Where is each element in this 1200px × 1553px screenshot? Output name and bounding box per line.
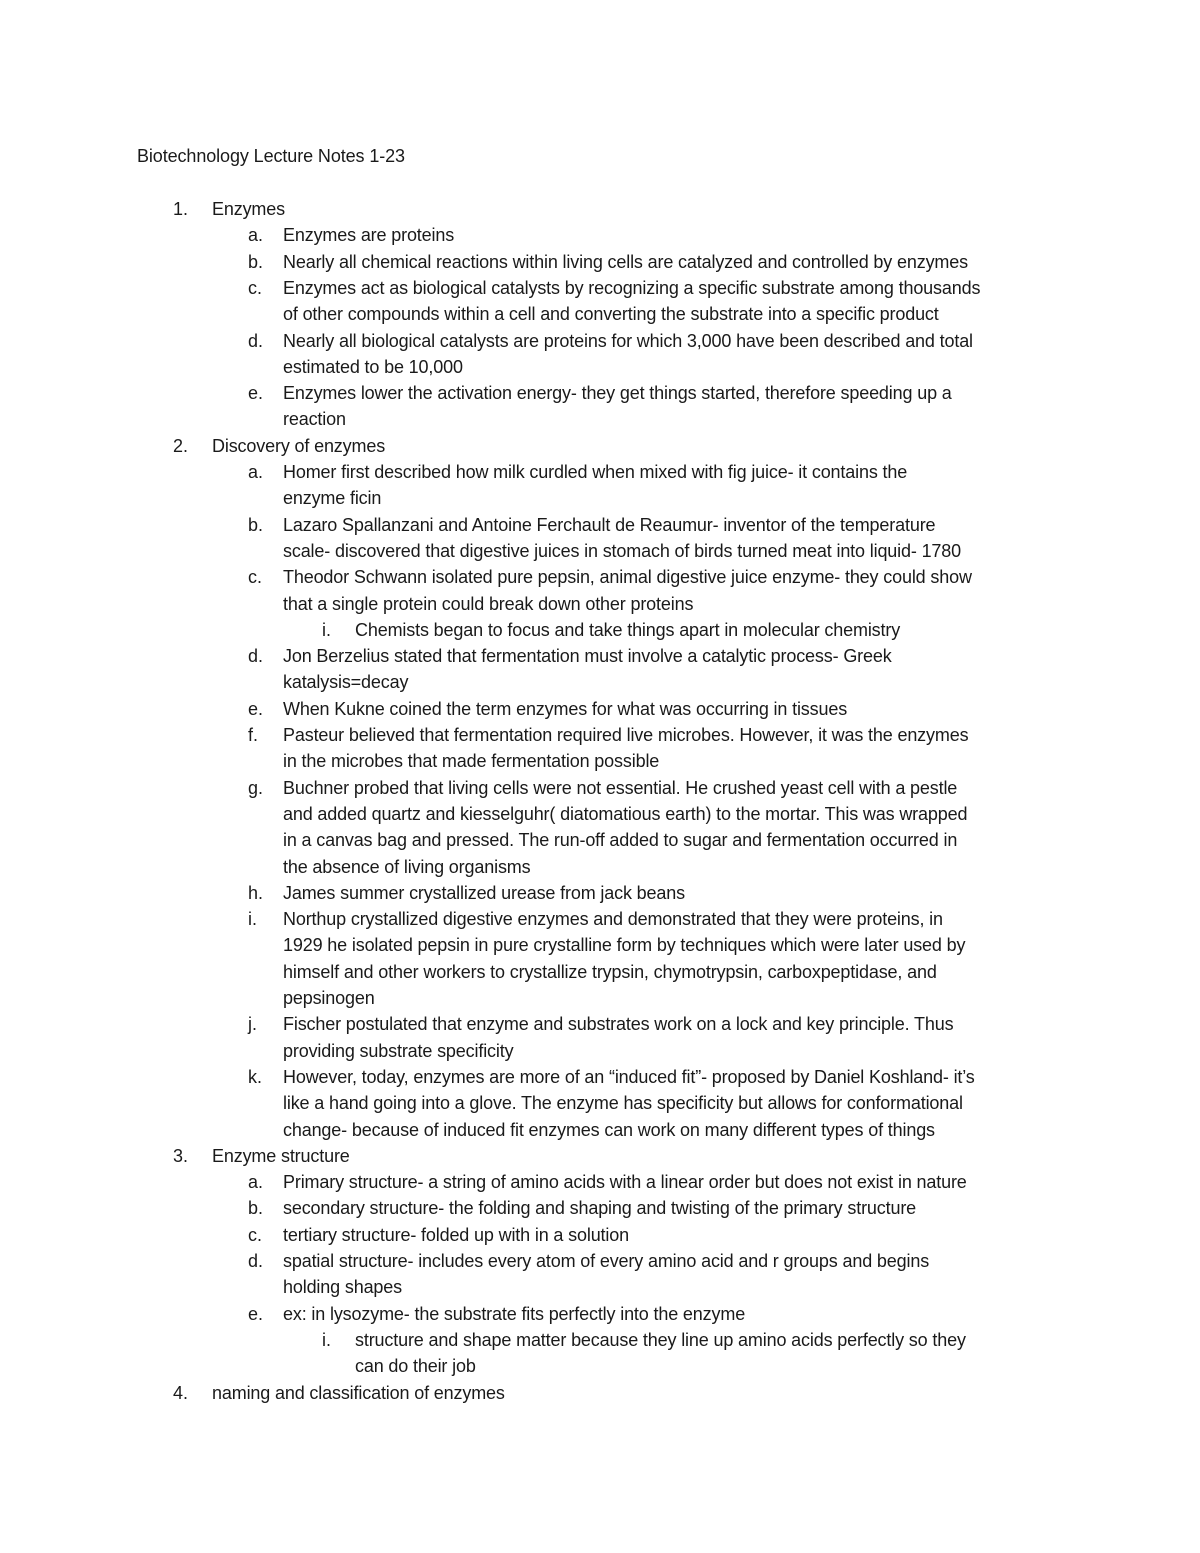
item-marker: a. bbox=[248, 462, 264, 482]
item-text: spatial structure- includes every atom of every amino acid and r groups and begins bbox=[283, 1251, 930, 1271]
item-marker: b. bbox=[248, 514, 264, 535]
item-text: Enzymes are proteins bbox=[283, 225, 455, 246]
item-marker: c. bbox=[248, 567, 263, 588]
item-marker: j. bbox=[248, 1014, 257, 1035]
item-text: estimated to be 10,000 bbox=[283, 356, 463, 377]
item-text: Nearly all biological catalysts are proteins for which 3,000 have been described and total bbox=[283, 330, 973, 351]
item-text: However, today, enzymes are more of an “induced fit”- proposed by Daniel Koshland- it’s bbox=[283, 1066, 975, 1087]
item-text: pepsinogen bbox=[283, 988, 375, 1008]
item-text: reaction bbox=[283, 409, 346, 430]
item-marker: e. bbox=[248, 383, 264, 404]
section-number: 4. bbox=[173, 1382, 189, 1403]
item-text: holding shapes bbox=[283, 1277, 402, 1298]
item-text: of other compounds within a cell and converting the substrate into a specific product bbox=[283, 304, 939, 325]
item-text: and added quartz and kiesselguhr( diatomatious earth) to the mortar. This was wrapped bbox=[283, 803, 968, 824]
section-heading: Discovery of enzymes bbox=[212, 435, 386, 456]
item-marker: d. bbox=[248, 1251, 264, 1271]
item-text: Pasteur believed that fermentation required live microbes. However, it was the enzymes bbox=[283, 725, 969, 745]
item-marker: e. bbox=[248, 698, 264, 719]
section-heading: naming and classification of enzymes bbox=[212, 1382, 505, 1403]
item-text: katalysis=decay bbox=[283, 672, 409, 693]
subitem-text: can do their job bbox=[355, 1356, 476, 1377]
item-text: James summer crystallized urease from jack beans bbox=[283, 882, 685, 903]
section-number: 3. bbox=[173, 1145, 189, 1166]
item-marker: c. bbox=[248, 277, 263, 298]
item-marker: i. bbox=[248, 909, 257, 930]
item-text: Lazaro Spallanzani and Antoine Ferchault de Reaumur- inventor of the temperature bbox=[283, 514, 936, 535]
subitem-text: Chemists began to focus and take things apart in molecular chemistry bbox=[355, 619, 901, 640]
item-text: 1929 he isolated pepsin in pure crystalline form by techniques which were later used by bbox=[283, 935, 966, 956]
item-text: Enzymes lower the activation energy- they get things started, therefore speeding up a bbox=[283, 383, 952, 404]
item-text: Enzymes act as biological catalysts by recognizing a specific substrate among thousands bbox=[283, 277, 981, 298]
section-heading: Enzyme structure bbox=[212, 1145, 350, 1166]
item-text: Nearly all chemical reactions within living cells are catalyzed and controlled by enzymes bbox=[283, 251, 968, 272]
item-text: Buchner probed that living cells were not essential. He crushed yeast cell with a pestle bbox=[283, 777, 958, 798]
item-marker: h. bbox=[248, 882, 264, 903]
subitem-marker: i. bbox=[322, 619, 331, 640]
item-text: Jon Berzelius stated that fermentation must involve a catalytic process- Greek bbox=[283, 646, 892, 667]
item-text: like a hand going into a glove. The enzyme has specificity but allows for conformational bbox=[283, 1093, 963, 1114]
item-marker: b. bbox=[248, 1198, 264, 1219]
subitem-marker: i. bbox=[322, 1329, 331, 1350]
item-text: tertiary structure- folded up with in a solution bbox=[283, 1224, 629, 1245]
item-text: change- because of induced fit enzymes can work on many different types of things bbox=[283, 1119, 935, 1140]
item-marker: g. bbox=[248, 777, 264, 798]
item-text: himself and other workers to crystallize trypsin, chymotrypsin, carboxpeptidase, and bbox=[283, 961, 937, 982]
item-marker: d. bbox=[248, 330, 264, 351]
item-marker: k. bbox=[248, 1066, 263, 1087]
item-text: ex: in lysozyme- the substrate fits perfectly into the enzyme bbox=[283, 1303, 746, 1324]
item-text: in a canvas bag and pressed. The run-off added to sugar and fermentation occurred in bbox=[283, 830, 958, 851]
item-marker: a. bbox=[248, 1172, 264, 1193]
document-title: Biotechnology Lecture Notes 1-23 bbox=[137, 146, 405, 166]
item-marker: d. bbox=[248, 646, 264, 667]
item-text: Northup crystallized digestive enzymes and demonstrated that they were proteins, in bbox=[283, 909, 943, 930]
item-marker: b. bbox=[248, 251, 264, 272]
item-marker: c. bbox=[248, 1224, 263, 1245]
section-number: 2. bbox=[173, 435, 189, 456]
item-text: the absence of living organisms bbox=[283, 856, 531, 877]
item-text: in the microbes that made fermentation possible bbox=[283, 751, 660, 772]
item-text: that a single protein could break down other proteins bbox=[283, 593, 694, 614]
item-text: secondary structure- the folding and shaping and twisting of the primary structure bbox=[283, 1198, 917, 1219]
item-text: When Kukne coined the term enzymes for what was occurring in tissues bbox=[283, 698, 848, 719]
section-heading: Enzymes bbox=[212, 199, 285, 219]
item-text: Fischer postulated that enzyme and substrates work on a lock and key principle. Thus bbox=[283, 1014, 954, 1035]
subitem-text: structure and shape matter because they line up amino acids perfectly so they bbox=[355, 1329, 966, 1350]
item-marker: e. bbox=[248, 1303, 264, 1324]
item-text: Theodor Schwann isolated pure pepsin, animal digestive juice enzyme- they could show bbox=[283, 567, 972, 588]
item-text: providing substrate specificity bbox=[283, 1040, 514, 1061]
section-number: 1. bbox=[173, 199, 189, 219]
item-text: enzyme ficin bbox=[283, 488, 382, 509]
item-marker: f. bbox=[248, 725, 259, 745]
item-marker: a. bbox=[248, 225, 264, 246]
item-text: Primary structure- a string of amino acids with a linear order but does not exist in nature bbox=[283, 1172, 967, 1193]
item-text: Homer first described how milk curdled when mixed with fig juice- it contains the bbox=[283, 462, 908, 482]
item-text: scale- discovered that digestive juices in stomach of birds turned meat into liquid- 1780 bbox=[283, 540, 962, 561]
